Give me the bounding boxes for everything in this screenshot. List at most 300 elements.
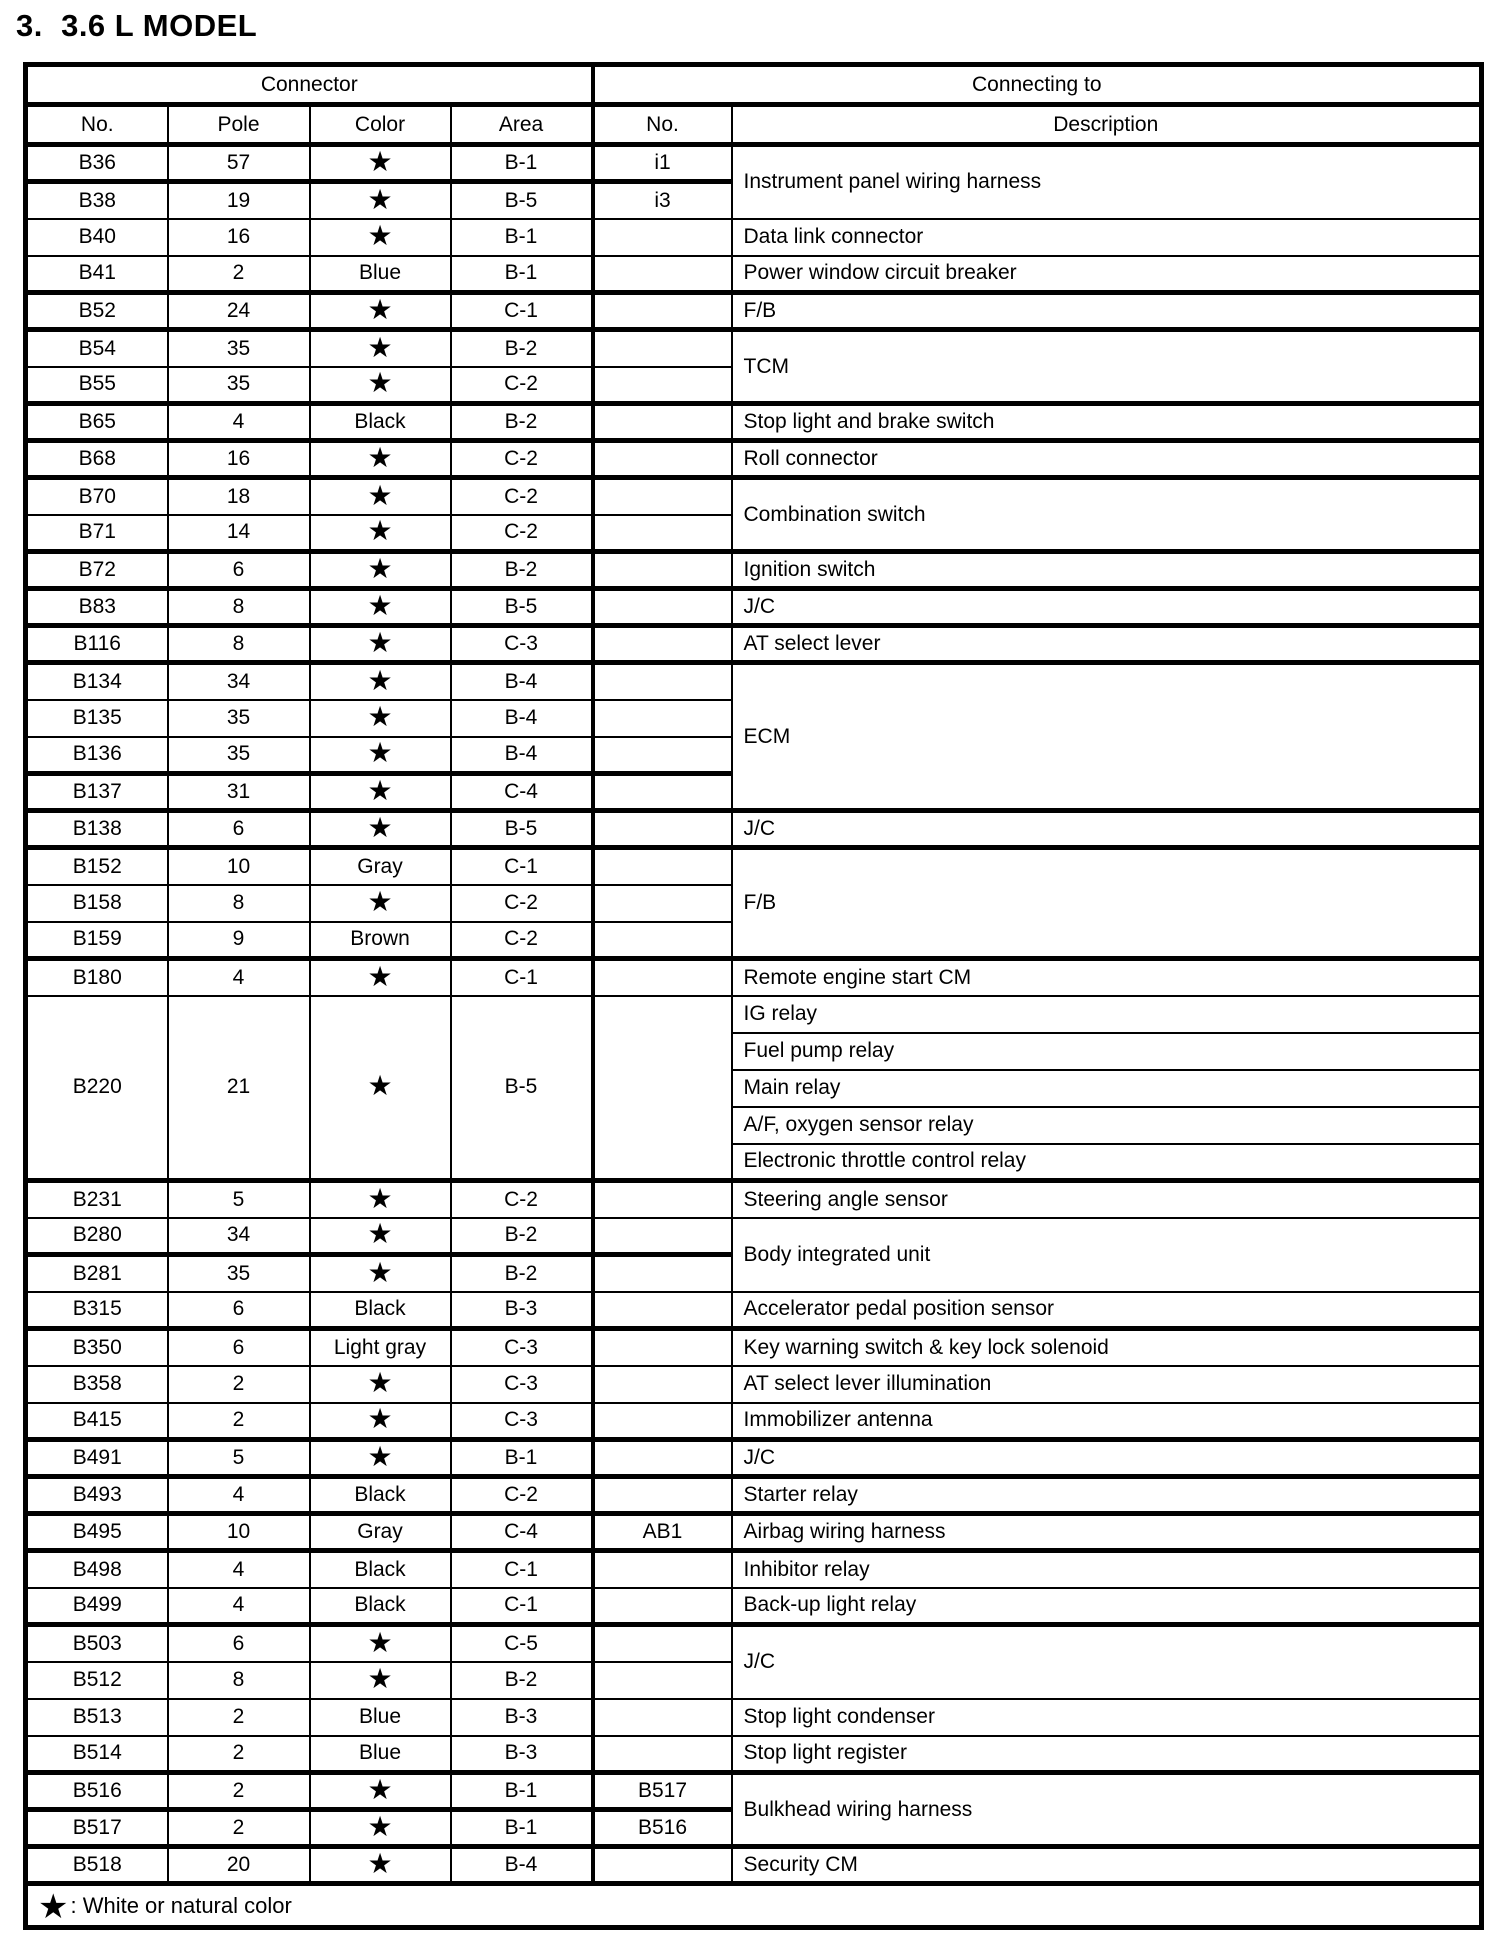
table-row <box>26 1440 1482 1477</box>
color-cell <box>310 552 451 589</box>
connecting-no-cell <box>593 1736 732 1773</box>
area-cell: B-3 <box>451 1736 593 1773</box>
connecting-no-cell <box>593 1625 732 1662</box>
description-cell: Body integrated unit <box>732 1218 1482 1292</box>
color-cell <box>310 1810 451 1847</box>
color-cell <box>310 1403 451 1440</box>
color-cell <box>310 1218 451 1255</box>
color-cell <box>310 515 451 552</box>
description-cell: Inhibitor relay <box>732 1551 1482 1588</box>
color-cell: Blue <box>310 1699 451 1736</box>
color-cell: Gray <box>310 848 451 885</box>
table-row <box>26 1625 1482 1662</box>
connecting-no-cell <box>593 293 732 330</box>
area-cell: B-4 <box>451 700 593 737</box>
area-cell: B-1 <box>451 1440 593 1477</box>
connecting-no-cell <box>593 367 732 404</box>
area-cell: B-3 <box>451 1292 593 1329</box>
description-cell: Data link connector <box>732 219 1482 256</box>
color-cell <box>310 145 451 182</box>
area-cell: C-2 <box>451 922 593 959</box>
footnote-cell <box>26 1884 1482 1928</box>
table-row <box>26 1218 1482 1255</box>
description-cell: Remote engine start CM <box>732 959 1482 996</box>
area-cell: B-5 <box>451 811 593 848</box>
color-cell: Brown <box>310 922 451 959</box>
connector-no-cell: B159 <box>26 922 168 959</box>
color-cell <box>310 293 451 330</box>
connector-no-cell: B68 <box>26 441 168 478</box>
pole-cell: 35 <box>168 367 310 404</box>
table-row <box>26 1292 1482 1329</box>
area-cell: C-2 <box>451 441 593 478</box>
color-cell: Black <box>310 404 451 441</box>
table-row <box>26 1181 1482 1218</box>
area-cell: B-1 <box>451 145 593 182</box>
description-cell: Stop light and brake switch <box>732 404 1482 441</box>
header-connecting-to: Connecting to <box>593 65 1482 105</box>
area-cell: B-1 <box>451 256 593 293</box>
star-icon: ★ <box>367 1256 393 1288</box>
header-description: Description <box>732 105 1482 145</box>
star-icon: ★ <box>38 1887 69 1926</box>
star-icon: ★ <box>367 553 393 584</box>
table-row <box>26 478 1482 515</box>
connector-no-cell: B180 <box>26 959 168 996</box>
area-cell: B-5 <box>451 182 593 219</box>
pole-cell: 2 <box>168 256 310 293</box>
area-cell: B-1 <box>451 1773 593 1810</box>
connecting-no-cell <box>593 441 732 478</box>
description-cell: Instrument panel wiring harness <box>732 145 1482 219</box>
color-cell <box>310 959 451 996</box>
connector-no-cell: B495 <box>26 1514 168 1551</box>
pole-cell: 5 <box>168 1440 310 1477</box>
color-cell: Black <box>310 1292 451 1329</box>
table-row <box>26 1699 1482 1736</box>
connecting-no-cell: B517 <box>593 1773 732 1810</box>
connector-no-cell: B54 <box>26 330 168 367</box>
area-cell: B-2 <box>451 330 593 367</box>
star-icon: ★ <box>367 886 393 917</box>
connector-no-cell: B137 <box>26 774 168 811</box>
connecting-no-cell <box>593 811 732 848</box>
area-cell: B-3 <box>451 1699 593 1736</box>
table-row <box>26 626 1482 663</box>
description-cell: J/C <box>732 1625 1482 1699</box>
pole-cell: 34 <box>168 1218 310 1255</box>
connecting-no-cell: i1 <box>593 145 732 182</box>
table-row <box>26 145 1482 182</box>
pole-cell: 16 <box>168 441 310 478</box>
description-cell: Steering angle sensor <box>732 1181 1482 1218</box>
description-cell: Security CM <box>732 1847 1482 1884</box>
connector-no-cell: B135 <box>26 700 168 737</box>
connector-no-cell: B158 <box>26 885 168 922</box>
description-cell: ECM <box>732 663 1482 811</box>
footnote-row <box>26 1884 1482 1928</box>
pole-cell: 4 <box>168 959 310 996</box>
area-cell: C-1 <box>451 1551 593 1588</box>
description-cell: AT select lever <box>732 626 1482 663</box>
connecting-no-cell <box>593 1292 732 1329</box>
connector-no-cell: B231 <box>26 1181 168 1218</box>
star-icon: ★ <box>367 183 393 215</box>
connecting-no-cell: i3 <box>593 182 732 219</box>
star-icon: ★ <box>367 442 393 473</box>
star-icon: ★ <box>367 1811 393 1842</box>
color-cell <box>310 1662 451 1699</box>
table-row <box>26 219 1482 256</box>
pole-cell: 8 <box>168 626 310 663</box>
area-cell: B-2 <box>451 1255 593 1292</box>
area-cell: B-2 <box>451 404 593 441</box>
star-icon: ★ <box>367 1367 393 1398</box>
star-icon: ★ <box>367 479 393 511</box>
connecting-no-cell <box>593 478 732 515</box>
color-cell: Light gray <box>310 1329 451 1366</box>
color-cell <box>310 367 451 404</box>
connecting-no-cell <box>593 1699 732 1736</box>
connector-no-cell: B516 <box>26 1773 168 1810</box>
star-icon: ★ <box>367 367 393 399</box>
table-row <box>26 441 1482 478</box>
star-icon: ★ <box>367 1848 393 1879</box>
table-footer <box>26 1884 1482 1928</box>
connecting-no-cell <box>593 589 732 626</box>
description-cell: TCM <box>732 330 1482 404</box>
pole-cell: 2 <box>168 1773 310 1810</box>
description-cell: AT select lever illumination <box>732 1366 1482 1403</box>
color-cell <box>310 589 451 626</box>
connector-no-cell: B83 <box>26 589 168 626</box>
pole-cell: 35 <box>168 737 310 774</box>
table-row <box>26 1736 1482 1773</box>
connector-no-cell: B52 <box>26 293 168 330</box>
connector-no-cell: B220 <box>26 996 168 1181</box>
description-cell: Stop light register <box>732 1736 1482 1773</box>
connector-no-cell: B491 <box>26 1440 168 1477</box>
table-row <box>26 959 1482 996</box>
connector-no-cell: B40 <box>26 219 168 256</box>
description-cell: Roll connector <box>732 441 1482 478</box>
connecting-no-cell <box>593 996 732 1181</box>
pole-cell: 4 <box>168 1551 310 1588</box>
table-row <box>26 1588 1482 1625</box>
header-pole: Pole <box>168 105 310 145</box>
connecting-no-cell <box>593 848 732 885</box>
color-cell: Black <box>310 1588 451 1625</box>
star-icon: ★ <box>367 627 393 658</box>
color-cell <box>310 478 451 515</box>
area-cell: C-1 <box>451 1588 593 1625</box>
pole-cell: 8 <box>168 589 310 626</box>
pole-cell: 9 <box>168 922 310 959</box>
area-cell: B-1 <box>451 1810 593 1847</box>
area-cell: C-1 <box>451 293 593 330</box>
connector-no-cell: B517 <box>26 1810 168 1847</box>
description-cell: Power window circuit breaker <box>732 256 1482 293</box>
connector-no-cell: B280 <box>26 1218 168 1255</box>
area-cell: B-2 <box>451 1662 593 1699</box>
connector-no-cell: B152 <box>26 848 168 885</box>
color-cell: Black <box>310 1551 451 1588</box>
connector-no-cell: B493 <box>26 1477 168 1514</box>
description-cell: Fuel pump relay <box>732 1033 1482 1070</box>
footnote-text: : White or natural color <box>70 1892 292 1918</box>
table-row <box>26 256 1482 293</box>
connecting-no-cell <box>593 330 732 367</box>
area-cell: C-2 <box>451 885 593 922</box>
description-cell: A/F, oxygen sensor relay <box>732 1107 1482 1144</box>
star-icon: ★ <box>367 1441 393 1472</box>
connector-no-cell: B41 <box>26 256 168 293</box>
connector-no-cell: B513 <box>26 1699 168 1736</box>
connector-no-cell: B415 <box>26 1403 168 1440</box>
star-icon: ★ <box>367 1403 393 1435</box>
connecting-no-cell <box>593 1588 732 1625</box>
table-row <box>26 552 1482 589</box>
star-icon: ★ <box>367 1626 393 1658</box>
header-connector: Connector <box>26 65 593 105</box>
header-to-no: No. <box>593 105 732 145</box>
connector-no-cell: B281 <box>26 1255 168 1292</box>
star-icon: ★ <box>367 1182 393 1214</box>
color-cell <box>310 1773 451 1810</box>
color-cell <box>310 774 451 811</box>
connecting-no-cell <box>593 256 732 293</box>
area-cell: B-1 <box>451 219 593 256</box>
area-cell: C-2 <box>451 515 593 552</box>
description-cell: Combination switch <box>732 478 1482 552</box>
description-cell: Accelerator pedal position sensor <box>732 1292 1482 1329</box>
connecting-no-cell: B516 <box>593 1810 732 1847</box>
color-cell <box>310 700 451 737</box>
connecting-no-cell <box>593 959 732 996</box>
description-cell: Bulkhead wiring harness <box>732 1773 1482 1847</box>
header-area: Area <box>451 105 593 145</box>
pole-cell: 2 <box>168 1403 310 1440</box>
color-cell <box>310 1625 451 1662</box>
table-row <box>26 293 1482 330</box>
connecting-no-cell <box>593 1329 732 1366</box>
table-row <box>26 1847 1482 1884</box>
color-cell <box>310 737 451 774</box>
description-cell: Key warning switch & key lock solenoid <box>732 1329 1482 1366</box>
connecting-no-cell <box>593 1440 732 1477</box>
color-cell <box>310 811 451 848</box>
pole-cell: 2 <box>168 1699 310 1736</box>
pole-cell: 35 <box>168 330 310 367</box>
pole-cell: 4 <box>168 404 310 441</box>
connector-no-cell: B138 <box>26 811 168 848</box>
connector-no-cell: B136 <box>26 737 168 774</box>
pole-cell: 35 <box>168 1255 310 1292</box>
area-cell: C-3 <box>451 1329 593 1366</box>
area-cell: B-2 <box>451 552 593 589</box>
color-cell <box>310 663 451 700</box>
connector-no-cell: B36 <box>26 145 168 182</box>
area-cell: C-3 <box>451 1366 593 1403</box>
description-cell: Airbag wiring harness <box>732 1514 1482 1551</box>
connecting-no-cell <box>593 774 732 811</box>
star-icon: ★ <box>367 1070 393 1102</box>
connecting-no-cell: AB1 <box>593 1514 732 1551</box>
color-cell: Blue <box>310 1736 451 1773</box>
area-cell: C-1 <box>451 848 593 885</box>
area-cell: C-2 <box>451 1181 593 1218</box>
connecting-no-cell <box>593 1181 732 1218</box>
pole-cell: 57 <box>168 145 310 182</box>
area-cell: B-4 <box>451 1847 593 1884</box>
area-cell: C-3 <box>451 1403 593 1440</box>
color-cell <box>310 1440 451 1477</box>
connector-no-cell: B315 <box>26 1292 168 1329</box>
connecting-no-cell <box>593 700 732 737</box>
pole-cell: 21 <box>168 996 310 1181</box>
connector-no-cell: B498 <box>26 1551 168 1588</box>
table-row <box>26 1551 1482 1588</box>
pole-cell: 14 <box>168 515 310 552</box>
header-columns-row <box>26 105 1482 145</box>
color-cell <box>310 1366 451 1403</box>
connector-no-cell: B72 <box>26 552 168 589</box>
pole-cell: 8 <box>168 1662 310 1699</box>
connecting-no-cell <box>593 885 732 922</box>
pole-cell: 6 <box>168 1329 310 1366</box>
header-group-row <box>26 65 1482 105</box>
connector-no-cell: B358 <box>26 1366 168 1403</box>
connecting-no-cell <box>593 1218 732 1255</box>
connecting-no-cell <box>593 663 732 700</box>
connecting-no-cell <box>593 1662 732 1699</box>
pole-cell: 18 <box>168 478 310 515</box>
pole-cell: 6 <box>168 811 310 848</box>
connector-no-cell: B134 <box>26 663 168 700</box>
connector-no-cell: B116 <box>26 626 168 663</box>
description-cell: Ignition switch <box>732 552 1482 589</box>
color-cell <box>310 219 451 256</box>
table-row <box>26 663 1482 700</box>
pole-cell: 2 <box>168 1366 310 1403</box>
connector-no-cell: B71 <box>26 515 168 552</box>
star-icon: ★ <box>367 1774 393 1805</box>
connector-no-cell: B65 <box>26 404 168 441</box>
color-cell: Gray <box>310 1514 451 1551</box>
description-cell: Stop light condenser <box>732 1699 1482 1736</box>
color-cell <box>310 330 451 367</box>
description-cell: J/C <box>732 811 1482 848</box>
area-cell: C-5 <box>451 1625 593 1662</box>
pole-cell: 6 <box>168 1292 310 1329</box>
area-cell: B-5 <box>451 589 593 626</box>
area-cell: C-2 <box>451 367 593 404</box>
pole-cell: 24 <box>168 293 310 330</box>
table-row <box>26 811 1482 848</box>
connector-no-cell: B499 <box>26 1588 168 1625</box>
connecting-no-cell <box>593 1551 732 1588</box>
pole-cell: 5 <box>168 1181 310 1218</box>
area-cell: B-2 <box>451 1218 593 1255</box>
area-cell: B-5 <box>451 996 593 1181</box>
area-cell: C-1 <box>451 959 593 996</box>
star-icon: ★ <box>367 701 393 732</box>
description-cell: Main relay <box>732 1070 1482 1107</box>
description-cell: J/C <box>732 589 1482 626</box>
pole-cell: 2 <box>168 1736 310 1773</box>
connector-no-cell: B518 <box>26 1847 168 1884</box>
table-row <box>26 330 1482 367</box>
table-row <box>26 1514 1482 1551</box>
connector-no-cell: B512 <box>26 1662 168 1699</box>
color-cell <box>310 441 451 478</box>
header-no: No. <box>26 105 168 145</box>
connecting-no-cell <box>593 552 732 589</box>
pole-cell: 19 <box>168 182 310 219</box>
star-icon: ★ <box>367 737 393 769</box>
connecting-no-cell <box>593 1403 732 1440</box>
table-row <box>26 404 1482 441</box>
description-cell: F/B <box>732 293 1482 330</box>
pole-cell: 35 <box>168 700 310 737</box>
color-cell <box>310 626 451 663</box>
description-cell: J/C <box>732 1440 1482 1477</box>
table-row <box>26 1329 1482 1366</box>
description-cell: Electronic throttle control relay <box>732 1144 1482 1181</box>
connector-no-cell: B55 <box>26 367 168 404</box>
color-cell <box>310 996 451 1181</box>
connecting-no-cell <box>593 1255 732 1292</box>
connector-table <box>23 62 1484 1930</box>
star-icon: ★ <box>367 960 393 992</box>
star-icon: ★ <box>367 146 393 177</box>
table-row <box>26 1366 1482 1403</box>
area-cell: B-4 <box>451 737 593 774</box>
description-cell: Starter relay <box>732 1477 1482 1514</box>
description-cell: F/B <box>732 848 1482 959</box>
table-row <box>26 1403 1482 1440</box>
pole-cell: 4 <box>168 1588 310 1625</box>
table-header <box>26 65 1482 145</box>
connecting-no-cell <box>593 737 732 774</box>
color-cell <box>310 1255 451 1292</box>
area-cell: B-4 <box>451 663 593 700</box>
connecting-no-cell <box>593 626 732 663</box>
connecting-no-cell <box>593 1477 732 1514</box>
area-cell: C-3 <box>451 626 593 663</box>
table-body <box>26 145 1482 1884</box>
connector-no-cell: B350 <box>26 1329 168 1366</box>
table-row <box>26 1477 1482 1514</box>
pole-cell: 2 <box>168 1810 310 1847</box>
description-cell: Back-up light relay <box>732 1588 1482 1625</box>
star-icon: ★ <box>367 812 393 843</box>
star-icon: ★ <box>367 220 393 251</box>
pole-cell: 10 <box>168 848 310 885</box>
pole-cell: 8 <box>168 885 310 922</box>
pole-cell: 34 <box>168 663 310 700</box>
star-icon: ★ <box>367 590 393 621</box>
star-icon: ★ <box>367 1663 393 1694</box>
connecting-no-cell <box>593 404 732 441</box>
pole-cell: 10 <box>168 1514 310 1551</box>
description-cell: Immobilizer antenna <box>732 1403 1482 1440</box>
page-title: 3. 3.6 L MODEL <box>16 8 258 43</box>
star-icon: ★ <box>367 294 393 325</box>
color-cell: Black <box>310 1477 451 1514</box>
table-row <box>26 848 1482 885</box>
connecting-no-cell <box>593 922 732 959</box>
